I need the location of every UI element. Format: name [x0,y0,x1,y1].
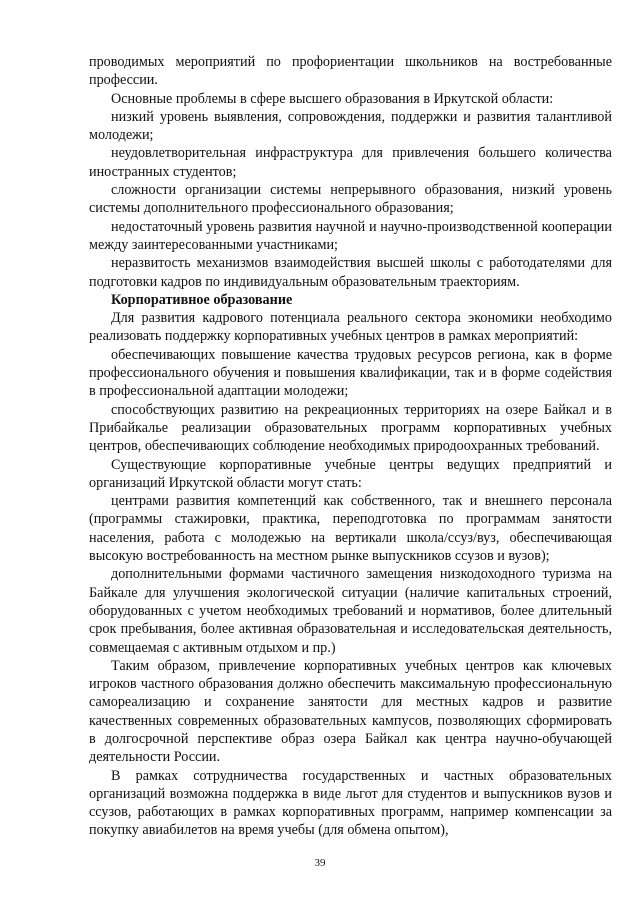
paragraph-centers-intro: Существующие корпоративные учебные центры ведущих предприятий и организаций Иркутской области могут стать: [89,456,612,491]
paragraph-cooperation: В рамках сотрудничества государственных и частных образовательных организаций возможна поддержка в виде льгот для студентов и выпускников вузов и ссузов, работающих в рамках корпоративных программ, например компенсации за покупку авиабилетов на время учебы (для обмена опытом), [89,767,612,839]
paragraph-conclusion: Таким образом, привлечение корпоративных учебных центров как ключевых игроков частного образования должно обеспечить максимальную профессиональную самореализацию и сохранение занятости для местных кадров и развитие качественных современных образовательных кампусов, позволяющих сформировать в долгосрочной перспективе образ озера Байкал как центра научно-обучающей деятельности России. [89,657,612,766]
paragraph-corporate-intro: Для развития кадрового потенциала реального сектора экономики необходимо реализовать поддержку корпоративных учебных центров в рамках мероприятий: [89,310,612,345]
list-item-problem-5: неразвитость механизмов взаимодействия высшей школы с работодателями для подготовки кадров по индивидуальным образовательным траекториям. [89,255,612,290]
section-heading: Корпоративное образование [111,291,293,308]
document-page [89,53,612,840]
paragraph-problems-intro: Основные проблемы в сфере высшего образования в Иркутской области: [111,90,554,107]
list-item-problem-3: сложности организации системы непрерывного образования, низкий уровень системы дополнительного профессионального образования; [89,182,612,217]
list-item-center-role-1: центрами развития компетенций как собственного, так и внешнего персонала (программы стажировки, практика, переподготовка по программам занятости населения, работа с молодежью на вертикали школа/ссуз/вуз, обеспечивающая высокую востребованность на местном рынке выпускников ссузов и вузов); [89,493,612,565]
list-item-problem-2: неудовлетворительная инфраструктура для привлечения большего количества иностранных студентов; [89,145,612,180]
page-number: 39 [314,857,326,869]
list-item-problem-1: низкий уровень выявления, сопровождения, поддержки и развития талантливой молодежи; [89,108,612,144]
list-item-measure-2: способствующих развитию на рекреационных территориях на озере Байкал и в Прибайкалье реализации образовательных программ корпоративных учебных центров, обеспечивающих соблюдение необходимых природоохранных требований. [89,401,612,455]
list-item-problem-4: недостаточный уровень развития научной и научно-производственной кооперации между заинтересованными участниками; [89,218,612,253]
paragraph-continuation: проводимых мероприятий по профориентации школьников на востребованные профессии. [89,54,612,89]
list-item-measure-1: обеспечивающих повышение качества трудовых ресурсов региона, как в форме профессионального обучения и повышения квалификации, так и в форме содействия в профессиональной адаптации молодежи; [89,346,612,400]
list-item-center-role-2: дополнительными формами частичного замещения низкодоходного туризма на Байкале для улучшения экологической ситуации (наличие капитальных строений, оборудованных с учетом необходимых требований и нормативов, более длительный срок пребывания, более активная образовательная и исследовательская деятельность, совмещаемая с активным отдыхом и пр.) [89,566,612,656]
